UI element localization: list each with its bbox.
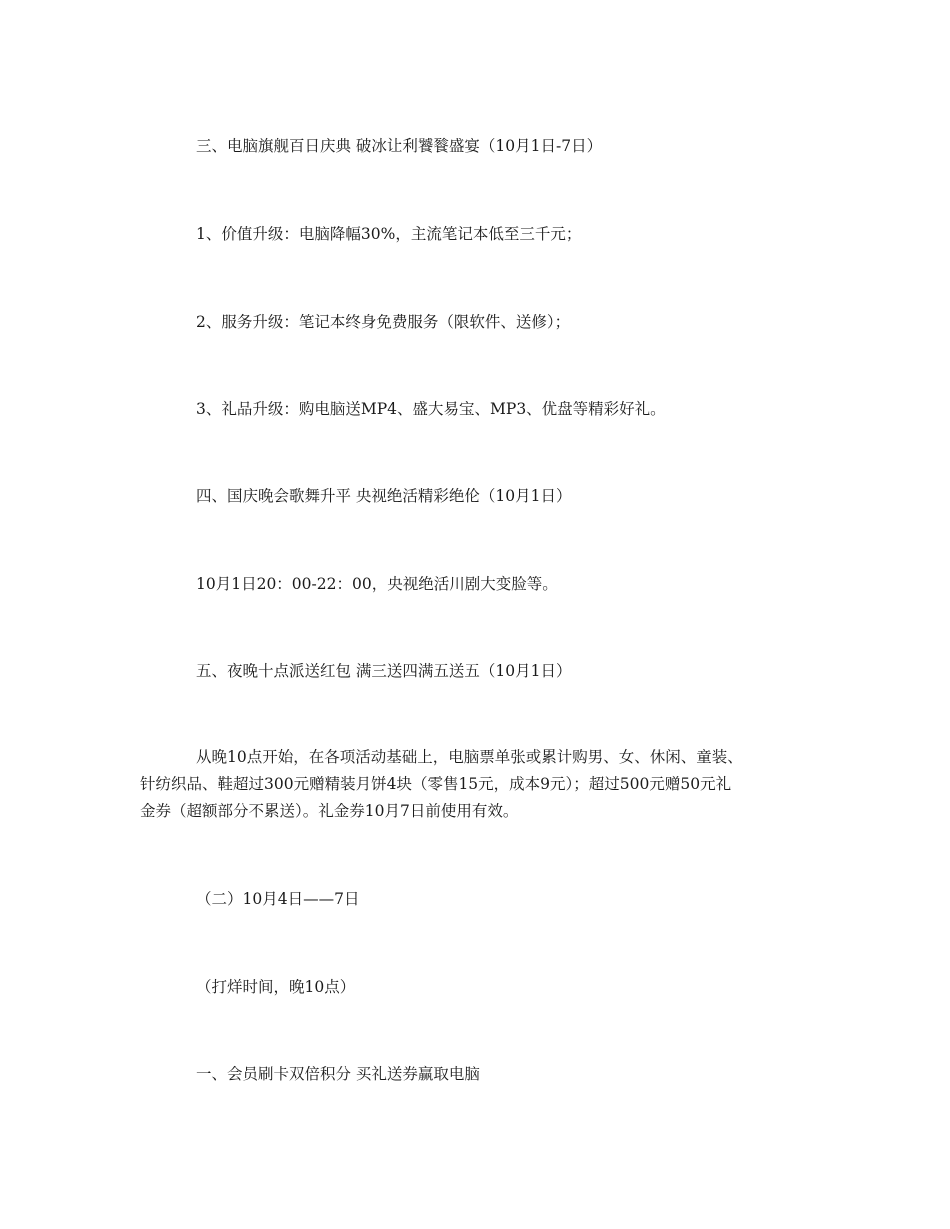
- list-item-service-upgrade: 2、服务升级：笔记本终身免费服务（限软件、送修）；: [196, 313, 571, 331]
- promotion-paragraph: [140, 744, 820, 825]
- paragraph-row-2: 针纺织品、鞋超过300元赠精装月饼4块（零售15元，成本9元）；超过500元赠50元礼: [140, 775, 732, 793]
- section-heading-four: 四、国庆晚会歌舞升平 央视绝活精彩绝伦（10月1日）: [196, 487, 572, 505]
- subsection-date-range: （二）10月4日——7日: [196, 890, 360, 908]
- event-time-line: 10月1日20：00-22：00，央视绝活川剧大变脸等。: [196, 575, 558, 593]
- section-heading-one: 一、会员刷卡双倍积分 买礼送券赢取电脑: [196, 1065, 480, 1083]
- section-heading-five: 五、夜晚十点派送红包 满三送四满五送五（10月1日）: [196, 662, 572, 680]
- list-item-gift-upgrade: 3、礼品升级：购电脑送MP4、盛大易宝、MP3、优盘等精彩好礼。: [196, 400, 666, 418]
- list-item-value-upgrade: 1、价值升级：电脑降幅30%，主流笔记本低至三千元；: [196, 225, 582, 243]
- paragraph-row-1: 从晚10点开始，在各项活动基础上，电脑票单张或累计购男、女、休闲、童装、: [196, 748, 743, 766]
- closing-time-note: （打烊时间，晚10点）: [196, 978, 356, 996]
- section-heading-three: 三、电脑旗舰百日庆典 破冰让利饕餮盛宴（10月1日-7日）: [196, 137, 603, 155]
- paragraph-row-3: 金券（超额部分不累送）。礼金券10月7日前使用有效。: [140, 802, 519, 820]
